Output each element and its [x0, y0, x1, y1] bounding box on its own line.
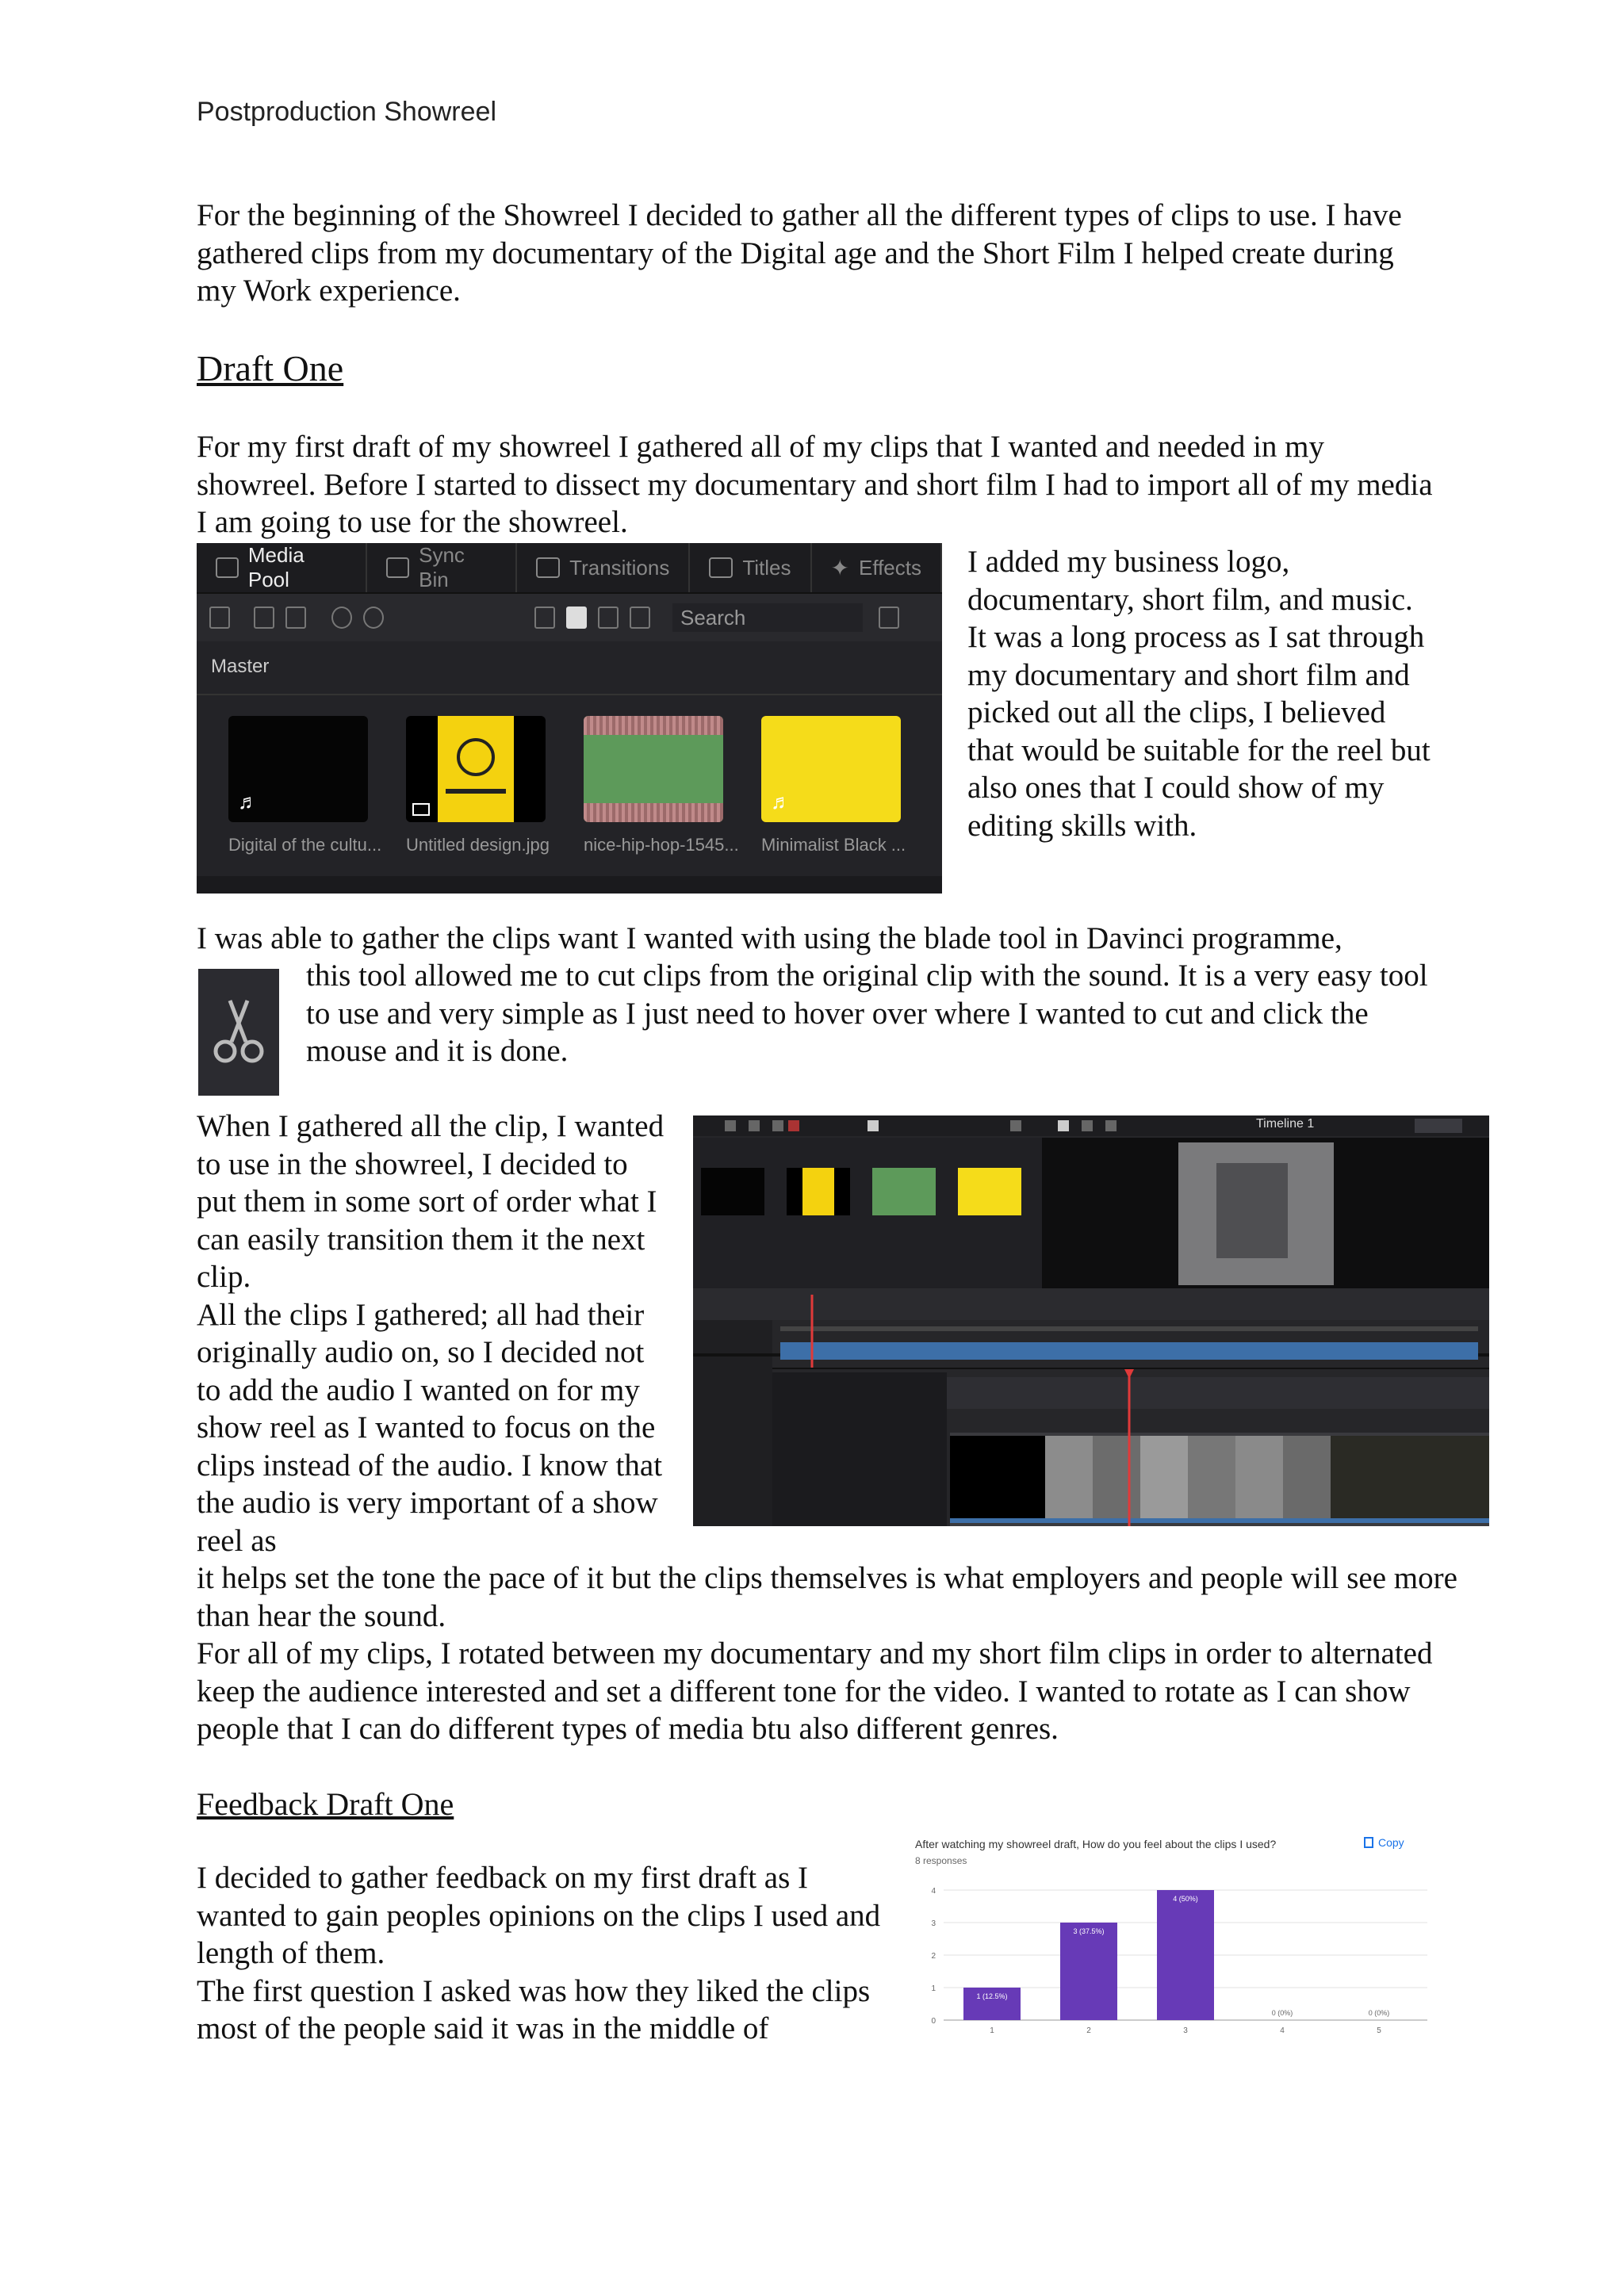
clip-name: nice-hip-hop-1545... — [584, 835, 739, 855]
relink-icon[interactable] — [363, 607, 384, 629]
x-tick-label: 5 — [1377, 2026, 1381, 2035]
x-tick-label: 2 — [1086, 2026, 1091, 2035]
bar-data-label: 1 (12.5%) — [976, 1992, 1008, 2000]
tab-effects[interactable]: ✦ Effects — [812, 543, 942, 592]
draft-one-heading: Draft One — [197, 348, 344, 388]
tab-transitions[interactable]: Transitions — [517, 543, 690, 592]
feedback-paragraph: I decided to gather feedback on my first draft as I wanted to gain peoples opinions on the clips I used and length of them. The first question I asked was how they liked the clips most of the people said it was in the middle of — [197, 1861, 881, 2045]
effects-wand-icon: ✦ — [830, 555, 849, 580]
x-tick-label: 4 — [1280, 2026, 1285, 2035]
music-note-icon: ♬ — [238, 790, 259, 813]
feedback-chart — [904, 1823, 1443, 2045]
x-tick-label: 3 — [1183, 2026, 1188, 2035]
media-pool-screenshot — [197, 543, 942, 894]
bar-data-label: 3 (37.5%) — [1073, 1927, 1105, 1935]
blade-tool-intro: I was able to gather the clips want I wanted with using the blade tool in Davinci programme, — [197, 921, 1342, 955]
blade-tool-paragraph: this tool allowed me to cut clips from the original clip with the sound. It is a very easy tool to use and very simple as I just need to hover over where I wanted to cut and click the mouse and it is done. — [306, 959, 1428, 1068]
detail-view-icon[interactable] — [630, 607, 650, 629]
media-pool-icon — [216, 557, 239, 578]
media-side-text: I added my business logo, documentary, short film, and music. It was a long process as I sat through my documentary and short film and picked out all the clips, I believed that would be suitable for the reel but also ones that I could show of my editing skills with. — [967, 545, 1431, 843]
sort-icon[interactable] — [879, 607, 899, 629]
y-tick-label: 3 — [931, 1919, 936, 1928]
y-tick-label: 4 — [931, 1887, 936, 1896]
y-tick-label: 0 — [931, 2017, 936, 2026]
bar-2 — [1060, 1923, 1117, 2020]
copy-button[interactable]: Copy — [1364, 1836, 1404, 1849]
clip-thumbnail-minimalist[interactable] — [761, 716, 901, 822]
clip-name: Untitled design.jpg — [406, 835, 550, 855]
sync-bin-icon — [386, 557, 409, 578]
search-input[interactable]: Search — [672, 603, 863, 632]
blade-tool-image — [198, 969, 279, 1096]
y-tick-label: 1 — [931, 1984, 936, 1993]
media-pool-toolbar — [197, 594, 942, 641]
gathered-clips-paragraph-continued: it helps set the tone the pace of it but the clips themselves is what employers and people will see more than hear the sound. For all of my clips, I rotated between my documentary and my short film clips in order to alternated keep the audience interested and set a different tone for the video. I wanted to rotate as I can show people that I can do different types of media btu also different genres. — [197, 1561, 1457, 1746]
master-bin-label: Master — [211, 656, 270, 677]
link-icon[interactable] — [331, 607, 352, 629]
bee-logo-icon — [457, 738, 495, 776]
thumbnail-view-icon[interactable] — [566, 607, 587, 629]
logo-image — [438, 716, 514, 822]
divider — [197, 694, 942, 695]
bar-data-label: 4 (50%) — [1173, 1895, 1198, 1903]
chart-subtitle: 8 responses — [915, 1855, 967, 1866]
tab-media-pool[interactable]: Media Pool — [197, 543, 367, 592]
tab-sync-bin[interactable]: Sync Bin — [367, 543, 517, 592]
scissors-icon — [198, 969, 279, 1096]
x-tick-label: 1 — [990, 2026, 994, 2035]
timeline-title: Timeline 1 — [1256, 1117, 1315, 1131]
clip-name: Digital of the cultu... — [228, 835, 382, 855]
image-icon — [412, 803, 430, 816]
music-note-icon: ♬ — [771, 790, 791, 813]
timeline-graphic — [693, 1115, 1489, 1526]
bar-data-label: 0 (0%) — [1368, 2009, 1390, 2017]
metadata-view-icon[interactable] — [598, 607, 619, 629]
bar-data-label: 0 (0%) — [1271, 2009, 1293, 2017]
clip-thumbnail-music[interactable] — [584, 716, 723, 822]
clip-name: Minimalist Black ... — [761, 835, 906, 855]
gathered-clips-paragraph: When I gathered all the clip, I wanted to use in the showreel, I decided to put them in some sort of order what I can easily transition them it the next clip. All the clips I gathered; all had their originally audio on, so I decided not to add the audio I wanted on for my show reel as I wanted to focus on the clips instead of the audio. I know that the audio is very important of a show reel as — [197, 1109, 665, 1558]
timeline-screenshot — [693, 1115, 1489, 1526]
new-bin-icon[interactable] — [254, 607, 274, 629]
bar-3 — [1157, 1890, 1214, 2020]
transitions-icon — [536, 557, 560, 578]
page-header: Postproduction Showreel — [197, 97, 497, 127]
media-pool-footer — [197, 876, 942, 894]
y-tick-label: 2 — [931, 1952, 936, 1961]
feedback-heading: Feedback Draft One — [197, 1786, 454, 1822]
draft-one-paragraph: For my first draft of my showreel I gathered all of my clips that I wanted and needed in my showreel. Before I started to dissect my documentary and short film I had to import all of my media I am going to use for the showreel. — [197, 430, 1433, 539]
list-view-icon[interactable] — [534, 607, 555, 629]
intro-paragraph: For the beginning of the Showreel I decided to gather all the different types of clips to use. I have gathered clips from my documentary of the Digital age and the Short Film I helped create during my Work experience. — [197, 198, 1402, 308]
chart-title: After watching my showreel draft, How do you feel about the clips I used? — [915, 1838, 1277, 1850]
panel-toggle-icon[interactable] — [209, 607, 230, 629]
titles-icon — [709, 557, 733, 578]
clip-thumbnail-logo[interactable] — [406, 716, 546, 822]
tab-titles[interactable]: Titles — [690, 543, 811, 592]
chart-plot — [904, 1823, 1443, 2045]
import-icon[interactable] — [285, 607, 306, 629]
clip-thumbnail-documentary[interactable] — [228, 716, 368, 822]
media-pool-tabs — [197, 543, 942, 594]
